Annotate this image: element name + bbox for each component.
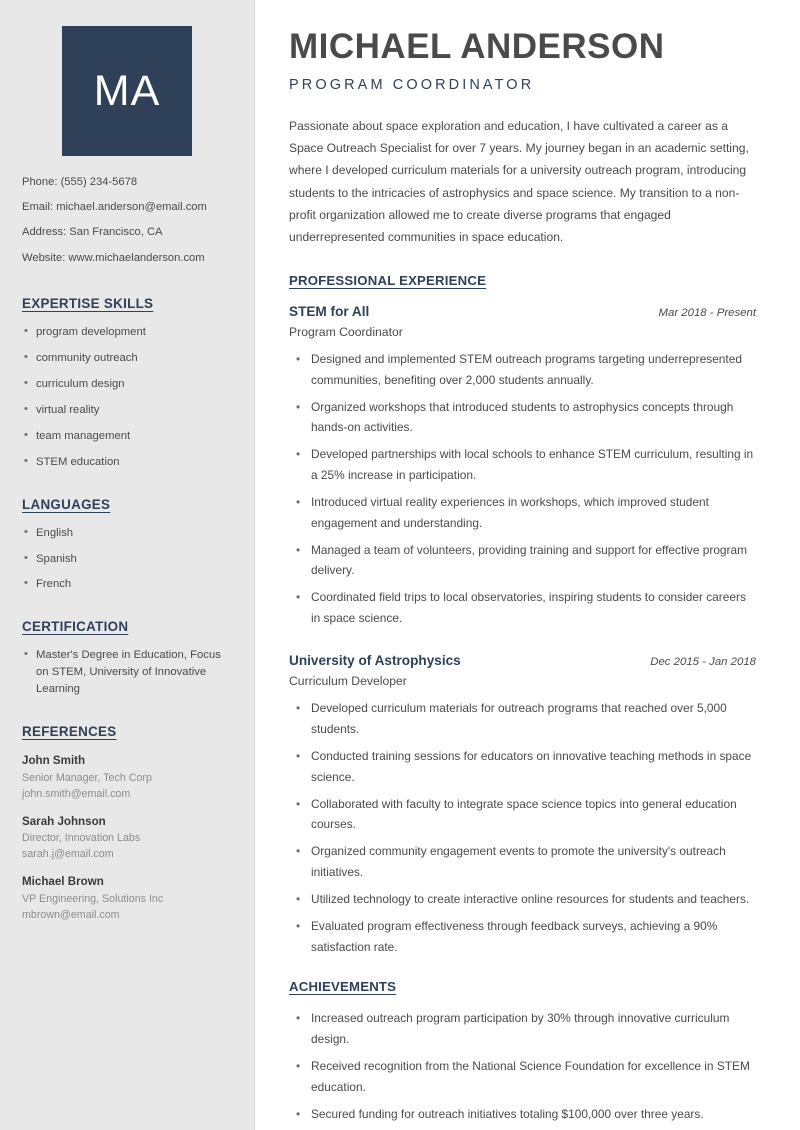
contact-info (22, 174, 232, 266)
certification-list (22, 647, 232, 698)
list-item: • French (22, 576, 232, 593)
reference-name: Sarah Johnson (22, 814, 106, 828)
list-item (22, 873, 232, 922)
section-heading-achievements: ACHIEVEMENTS (289, 979, 397, 995)
reference-email: john.smith@email.com (22, 787, 131, 800)
list-item: • STEM education (22, 454, 232, 471)
main-content (255, 0, 800, 1130)
list-item: • Conducted training sessions for educators on innovative teaching methods in space science. (289, 746, 756, 788)
experience-bullets (289, 698, 756, 957)
professional-summary: Passionate about space exploration and education, I have cultivated a career as a Space Outreach Specialist for over 7 years. My journey began in an academic setting, where I developed curriculum materials for a university outreach program, introducing students to the intricacies of astrophysics and space science. My transition to a non-profit organization allowed me to create diverse programs that engaged underrepresented communities in space education. (289, 118, 749, 245)
experience-company: STEM for All (289, 303, 370, 319)
list-item: • Master's Degree in Education, Focus on STEM, University of Innovative Learning (22, 647, 232, 698)
list-item: • Received recognition from the National Science Foundation for excellence in STEM education. (289, 1056, 756, 1098)
list-item: • program development (22, 324, 232, 341)
list-item: • Developed curriculum materials for outreach programs that reached over 5,000 students. (289, 698, 756, 740)
list-item: • Secured funding for outreach initiatives totaling $100,000 over three years. (289, 1104, 756, 1125)
list-item: • Managed a team of volunteers, providing training and support for effective program delivery. (289, 540, 756, 582)
experience-header (289, 651, 756, 670)
section-heading-references: REFERENCES (22, 724, 117, 740)
list-item: • Developed partnerships with local schools to enhance STEM curriculum, resulting in a 25% increase in participation. (289, 444, 756, 486)
section-heading-languages: LANGUAGES (22, 496, 111, 512)
list-item: • Collaborated with faculty to integrate space science topics into general education courses. (289, 794, 756, 836)
page-title: MICHAEL ANDERSON (289, 27, 665, 66)
section-heading-certification: CERTIFICATION (22, 619, 129, 635)
contact-email: Email: michael.anderson@email.com (22, 201, 207, 214)
experience-title: Program Coordinator (289, 324, 403, 339)
reference-role: Director, Innovation Labs (22, 832, 141, 845)
reference-role: Senior Manager, Tech Corp (22, 771, 152, 784)
achievements-list (289, 1008, 756, 1124)
experience-title: Curriculum Developer (289, 673, 407, 688)
section-heading-skills: EXPERTISE SKILLS (22, 295, 154, 311)
list-item: • community outreach (22, 350, 232, 367)
experience-dates: Mar 2018 - Present (658, 306, 756, 319)
job-role-subtitle: PROGRAM COORDINATOR (289, 76, 535, 93)
list-item: • curriculum design (22, 376, 232, 393)
list-item: • Designed and implemented STEM outreach programs targeting underrepresented communities, benefiting over 2,000 students annually. (289, 349, 756, 391)
skills-list (22, 324, 232, 471)
list-item: • Introduced virtual reality experiences in workshops, which improved student engagement and understanding. (289, 492, 756, 534)
reference-email: sarah.j@email.com (22, 848, 114, 861)
contact-phone: Phone: (555) 234-5678 (22, 176, 138, 188)
reference-email: mbrown@email.com (22, 908, 120, 921)
list-item: • Increased outreach program participation by 30% through innovative curriculum design. (289, 1008, 756, 1050)
experience-entry (289, 651, 756, 957)
avatar (62, 26, 192, 156)
list-item (22, 813, 232, 862)
experience-header (289, 302, 756, 321)
experience-bullets (289, 349, 756, 629)
list-item: • Evaluated program effectiveness through feedback surveys, achieving a 90% satisfaction rate. (289, 916, 756, 958)
contact-website: Website: www.michaelanderson.com (22, 251, 205, 264)
list-item: • team management (22, 428, 232, 445)
list-item: • Spanish (22, 551, 232, 568)
list-item (22, 752, 232, 801)
experience-entry (289, 302, 756, 629)
reference-role: VP Engineering, Solutions Inc (22, 892, 164, 905)
languages-list (22, 525, 232, 594)
list-item: • Utilized technology to create interactive online resources for students and teachers. (289, 889, 756, 910)
list-item: • Coordinated field trips to local observatories, inspiring students to consider careers in space science. (289, 587, 756, 629)
experience-dates: Dec 2015 - Jan 2018 (650, 655, 756, 668)
sidebar (0, 0, 255, 1130)
avatar-initials: MA (93, 66, 161, 115)
list-item: • English (22, 525, 232, 542)
reference-name: John Smith (22, 754, 86, 768)
list-item: • Organized community engagement events to promote the university's outreach initiatives. (289, 841, 756, 883)
experience-company: University of Astrophysics (289, 652, 461, 668)
list-item: • Organized workshops that introduced students to astrophysics concepts through hands-on activities. (289, 397, 756, 439)
contact-address: Address: San Francisco, CA (22, 226, 163, 239)
references-list (22, 752, 232, 922)
list-item: • virtual reality (22, 402, 232, 419)
reference-name: Michael Brown (22, 875, 104, 889)
section-heading-experience: PROFESSIONAL EXPERIENCE (289, 272, 487, 288)
